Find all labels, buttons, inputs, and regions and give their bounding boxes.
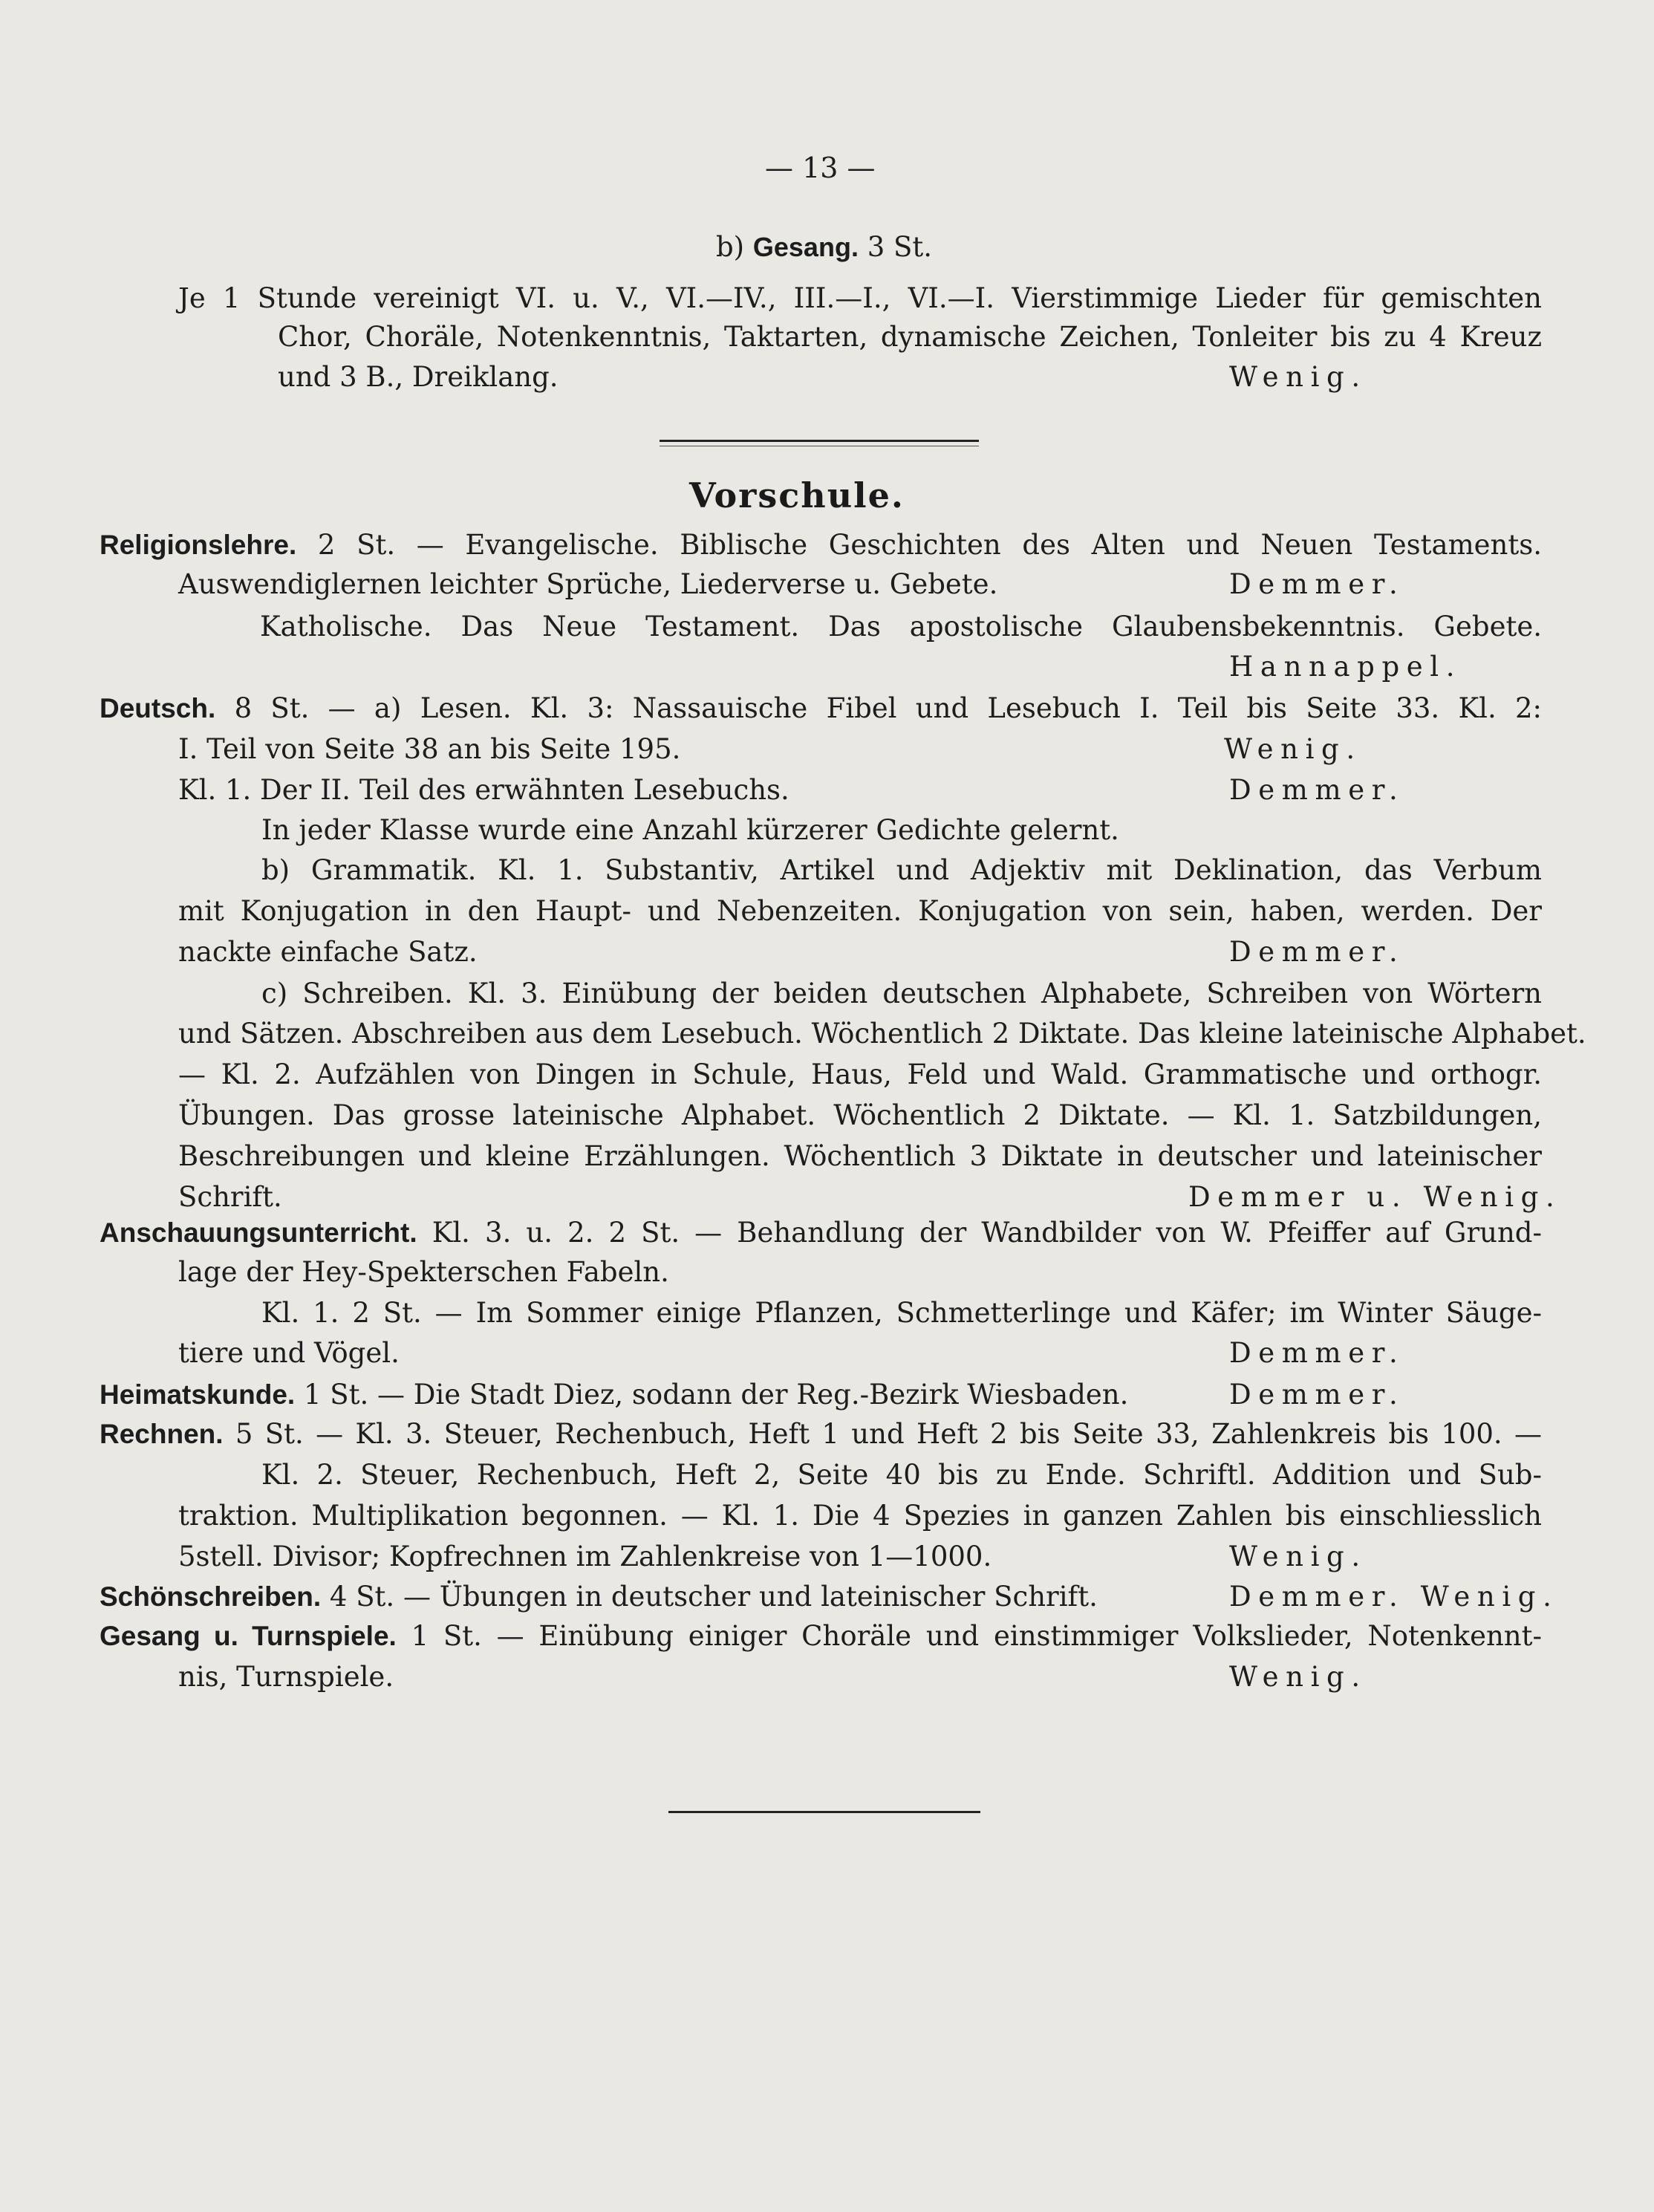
gesang-teacher: Wenig.	[1229, 361, 1367, 393]
turn-teacher: Wenig.	[1229, 1661, 1367, 1693]
page-number: — 13 —	[765, 152, 876, 184]
deutsch-line-1	[100, 692, 1542, 725]
religion-line-2: Auswendiglernen leichter Sprüche, Liederverse u. Gebete.	[178, 568, 998, 600]
schoen-teacher: Demmer. Wenig.	[1229, 1581, 1559, 1613]
heimat-line-1-text: 1 St. — Die Stadt Diez, sodann der Reg.-Bezirk Wiesbaden.	[303, 1379, 1129, 1411]
deutsch-teacher-2: Demmer.	[1229, 774, 1405, 806]
deutsch-line-8: c) Schreiben. Kl. 3. Einübung der beiden deutschen Alphabete, Schreiben von Wörtern	[261, 977, 1542, 1009]
gesang-heading-prefix: b)	[716, 231, 745, 263]
closing-divider	[668, 1811, 980, 1813]
vorschule-title: Vorschule.	[689, 475, 905, 515]
rechnen-teacher: Wenig.	[1229, 1541, 1367, 1572]
religion-line-1	[100, 529, 1542, 562]
deutsch-line-12: Beschreibungen und kleine Erzählungen. Wöchentlich 3 Diktate in deutscher und lateinischer	[178, 1140, 1542, 1172]
rechnen-line-3: traktion. Multiplikation begonnen. — Kl. 1. Die 4 Spezies in ganzen Zahlen bis einschliesslich	[178, 1500, 1542, 1532]
schoen-line-1-text: 4 St. — Übungen in deutscher und lateinischer Schrift.	[329, 1581, 1098, 1613]
heimat-heading: Heimatskunde.	[100, 1379, 296, 1410]
gesang-line-3: und 3 B., Dreiklang.	[278, 361, 559, 393]
anschauung-line-1-text: Kl. 3. u. 2. 2 St. — Behandlung der Wandbilder von W. Pfeiffer auf Grund-	[432, 1217, 1542, 1249]
gesang-heading-line	[716, 231, 932, 264]
rechnen-line-2: Kl. 2. Steuer, Rechenbuch, Heft 2, Seite 40 bis zu Ende. Schriftl. Addition und Sub-	[261, 1459, 1542, 1491]
heimat-line-1	[100, 1379, 1128, 1411]
turn-line-1-text: 1 St. — Einübung einiger Choräle und einstimmiger Volkslieder, Notenkennt-	[411, 1620, 1542, 1652]
rechnen-line-1-text: 5 St. — Kl. 3. Steuer, Rechenbuch, Heft 1 und Heft 2 bis Seite 33, Zahlenkreis bis 100. —	[235, 1418, 1543, 1450]
religion-teacher-1: Demmer.	[1229, 568, 1405, 600]
rechnen-line-1	[100, 1418, 1542, 1451]
gesang-line-2: Chor, Choräle, Notenkenntnis, Taktarten, dynamische Zeichen, Tonleiter bis zu 4 Kreuz	[278, 321, 1542, 353]
schoen-heading: Schönschreiben.	[100, 1581, 322, 1612]
deutsch-teacher-1: Wenig.	[1224, 733, 1362, 765]
religion-line-1-text: 2 St. — Evangelische. Biblische Geschichten des Alten und Neuen Testaments.	[317, 529, 1542, 561]
religion-line-3: Katholische. Das Neue Testament. Das apostolische Glaubensbekenntnis. Gebete.	[260, 611, 1542, 643]
deutsch-line-5: b) Grammatik. Kl. 1. Substantiv, Artikel und Adjektiv mit Deklination, das Verbum	[261, 854, 1542, 886]
deutsch-line-3: Kl. 1. Der II. Teil des erwähnten Lesebuchs.	[178, 774, 789, 806]
religion-teacher-2: Hannappel.	[1229, 651, 1462, 683]
gesang-heading-suffix: 3 St.	[867, 231, 932, 263]
religion-heading: Religionslehre.	[100, 530, 297, 560]
turn-line-1	[100, 1620, 1542, 1653]
deutsch-line-4: In jeder Klasse wurde eine Anzahl kürzerer Gedichte gelernt.	[261, 814, 1119, 846]
deutsch-line-7: nackte einfache Satz.	[178, 936, 478, 968]
anschauung-line-4: tiere und Vögel.	[178, 1337, 400, 1369]
anschauung-line-1	[100, 1217, 1542, 1249]
deutsch-line-6: mit Konjugation in den Haupt- und Nebenzeiten. Konjugation von sein, haben, werden. Der	[178, 895, 1542, 927]
deutsch-line-10: — Kl. 2. Aufzählen von Dingen in Schule, Haus, Feld und Wald. Grammatische und orthogr.	[178, 1058, 1542, 1090]
deutsch-line-2: I. Teil von Seite 38 an bis Seite 195.	[178, 733, 681, 765]
rechnen-line-4: 5stell. Divisor; Kopfrechnen im Zahlenkreise von 1—1000.	[178, 1541, 992, 1572]
deutsch-teacher-4: Demmer u. Wenig.	[1188, 1181, 1562, 1213]
deutsch-line-9: und Sätzen. Abschreiben aus dem Lesebuch. Wöchentlich 2 Diktate. Das kleine lateinische Alphabet.	[178, 1018, 1586, 1050]
anschauung-heading: Anschauungsunterricht.	[100, 1217, 417, 1248]
heimat-teacher: Demmer.	[1229, 1379, 1405, 1411]
turn-line-2: nis, Turnspiele.	[178, 1661, 394, 1693]
anschauung-line-3: Kl. 1. 2 St. — Im Sommer einige Pflanzen, Schmetterlinge und Käfer; im Winter Säuge-	[261, 1297, 1542, 1329]
rechnen-heading: Rechnen.	[100, 1419, 224, 1449]
anschauung-teacher: Demmer.	[1229, 1337, 1405, 1369]
deutsch-teacher-3: Demmer.	[1229, 936, 1405, 968]
schoen-line-1	[100, 1581, 1098, 1613]
deutsch-line-11: Übungen. Das grosse lateinische Alphabet. Wöchentlich 2 Diktate. — Kl. 1. Satzbildungen,	[178, 1099, 1542, 1131]
turn-heading: Gesang u. Turnspiele.	[100, 1621, 397, 1651]
anschauung-line-2: lage der Hey-Spekterschen Fabeln.	[178, 1256, 669, 1288]
deutsch-heading: Deutsch.	[100, 693, 216, 723]
deutsch-line-13: Schrift.	[178, 1181, 282, 1213]
gesang-line-1: Je 1 Stunde vereinigt VI. u. V., VI.—IV., III.—I., VI.—I. Vierstimmige Lieder für gemischten	[178, 282, 1542, 314]
deutsch-line-1-text: 8 St. — a) Lesen. Kl. 3: Nassauische Fibel und Lesebuch I. Teil bis Seite 33. Kl. 2:	[234, 692, 1542, 724]
section-divider	[660, 440, 979, 442]
gesang-heading: Gesang.	[752, 232, 859, 262]
